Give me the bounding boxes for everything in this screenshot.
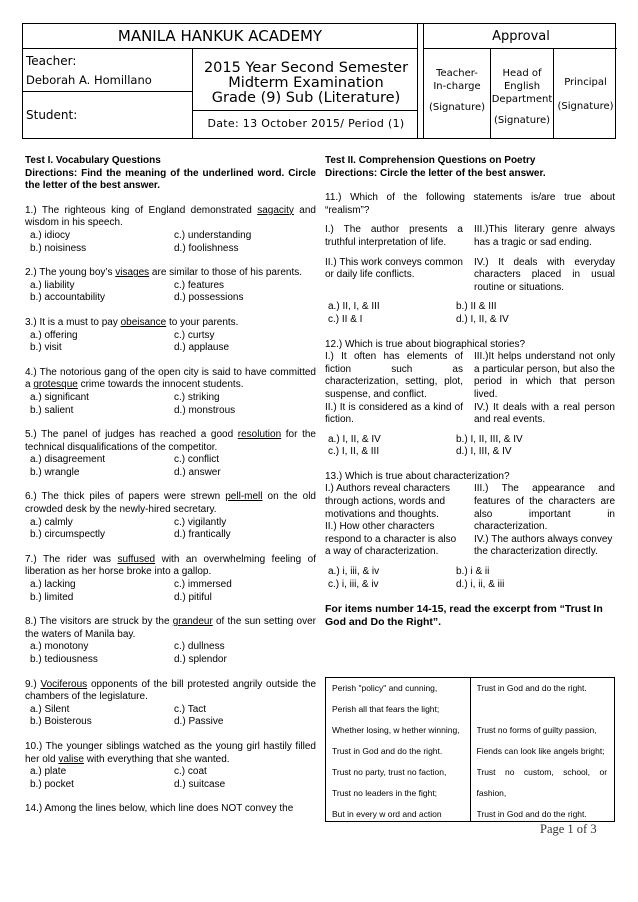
question-stem: 5.) The panel of judges has reached a good resolution for the technical disqualifications of the competitor. [25, 429, 316, 453]
answer-option[interactable]: b.) pocket [30, 778, 74, 790]
poem-line: Fiends can look like angels bright; [476, 746, 605, 756]
answer-choices[interactable] [25, 641, 316, 654]
vocab-question [25, 491, 316, 553]
answer-choices[interactable] [25, 342, 316, 355]
answer-choices[interactable] [25, 280, 316, 293]
statement: IV.) It deals with a real person and real events. [474, 401, 615, 426]
answer-option[interactable]: a.) liability [30, 279, 75, 291]
poem-column-right [470, 678, 615, 822]
statement: II.) It is considered as a kind of fiction. [325, 401, 463, 426]
approver-principal: Principal (Signature) [554, 76, 617, 113]
answer-option[interactable]: b.) noisiness [30, 242, 87, 254]
answer-choices[interactable] [25, 704, 316, 717]
answer-option[interactable]: b.) wrangle [30, 466, 80, 478]
underlined-word: pell-mell [225, 491, 263, 503]
question-14-stem: 14.) Among the lines below, which line does NOT convey the [25, 803, 294, 815]
answer-option[interactable]: a.) idiocy [30, 229, 71, 241]
header-divider [192, 110, 417, 111]
approver-head: Head of English Department (Signature) [491, 68, 553, 126]
statement: I.) Authors reveal characters through actions, words and motivations and thoughts. [325, 483, 451, 520]
answer-choices[interactable]: c.) i, iii, & iv d.) i, ii, & iii [328, 578, 505, 590]
poem-excerpt [325, 677, 615, 822]
answer-option[interactable]: d.) Passive [174, 716, 224, 728]
answer-option[interactable]: b.) Boisterous [30, 716, 92, 728]
answer-choices[interactable] [25, 467, 316, 480]
answer-option[interactable]: a.) monotony [30, 641, 89, 653]
poem-line: Trust no custom, school, or [476, 767, 608, 777]
answer-option[interactable]: d.) suitcase [174, 778, 226, 790]
answer-choices[interactable] [25, 579, 316, 592]
poem-line: Trust in God and do the right. [476, 683, 587, 693]
question-stem: 3.) It is a must to pay obeisance to your parents. [25, 316, 239, 328]
answer-option[interactable]: c.) understanding [174, 229, 252, 241]
question-stem: 1.) The righteous king of England demonstrated sagacity and wisdom in his speech. [25, 204, 316, 229]
vocab-question [25, 367, 316, 429]
answer-option[interactable]: c.) conflict [174, 454, 220, 466]
page-number: Page 1 of 3 [540, 822, 597, 836]
poem-column-left [326, 678, 471, 822]
answer-option[interactable]: c.) Tact [174, 703, 207, 715]
test-1-title: Test I. Vocabulary Questions [25, 155, 161, 166]
vocab-question [25, 554, 316, 616]
underlined-word: sagacity [257, 204, 294, 216]
answer-option[interactable]: c.) immersed [174, 579, 232, 591]
answer-option[interactable]: d.) pitiful [174, 591, 212, 603]
signature-field: (Signature) [557, 101, 614, 112]
underlined-word: grandeur [172, 616, 213, 628]
answer-option[interactable]: c.) dullness [174, 641, 225, 653]
answer-option[interactable]: d.) applause [174, 342, 230, 354]
answer-option[interactable]: a.) disagreement [30, 454, 106, 466]
answer-choices[interactable] [25, 243, 316, 256]
answer-choices[interactable] [25, 405, 316, 418]
answer-option[interactable]: a.) lacking [30, 579, 76, 591]
underlined-word: visages [115, 267, 150, 279]
answer-choices[interactable] [25, 766, 316, 779]
question-stem: 9.) Vociferous opponents of the bill protested angrily outside the chambers of the legislature. [25, 678, 316, 703]
statement: II.) This work conveys common or daily life conflicts. [325, 256, 463, 281]
statement: IV.) The authors always convey the characterization directly. [474, 533, 613, 558]
answer-option[interactable]: c.) features [174, 279, 225, 291]
answer-choices[interactable]: c.) II & I d.) I, II, & IV [328, 313, 509, 325]
answer-option[interactable]: b.) circumspectly [30, 529, 106, 541]
poem-line: Trust in God and do the right. [332, 746, 443, 756]
header-divider [23, 91, 192, 92]
answer-option[interactable]: d.) splendor [174, 654, 227, 665]
question-stem: 7.) The rider was suffused with an overwhelming feeling of liberation as her horse broke into a gallop. [25, 553, 316, 578]
answer-option[interactable]: a.) calmly [30, 516, 73, 528]
statement: III.)This literary genre always has a tragic or sad ending. [474, 224, 615, 248]
approver-teacher: Teacher- In-charge (Signature) [424, 67, 490, 114]
vocab-question [25, 679, 316, 741]
answer-choices[interactable]: a.) i, iii, & iv b.) i & ii [328, 566, 490, 578]
vocab-question [25, 741, 316, 803]
answer-option[interactable]: a.) offering [30, 329, 78, 341]
answer-choices[interactable] [25, 779, 316, 792]
underlined-word: valise [58, 753, 84, 765]
answer-choices[interactable]: c.) I, II, & III d.) I, III, & IV [328, 446, 512, 458]
answer-choices[interactable]: a.) I, II, & IV b.) I, II, III, & IV [328, 433, 523, 445]
student-label: Student: [26, 108, 78, 122]
answer-choices[interactable]: a.) II, I, & III b.) II & III [328, 301, 497, 313]
excerpt-instructions: For items number 14-15, read the excerpt from “Trust In God and Do the Right”. [325, 603, 603, 629]
test-1-directions: Directions: Find the meaning of the underlined word. Circle the letter of the best answer. [25, 167, 316, 192]
answer-choices[interactable] [25, 454, 316, 467]
underlined-word: grotesque [33, 379, 78, 391]
answer-option[interactable]: c.) curtsy [174, 329, 215, 341]
answer-choices[interactable] [25, 592, 316, 605]
answer-choices[interactable] [25, 392, 316, 405]
answer-option[interactable]: d.) monstrous [174, 404, 236, 416]
answer-option[interactable]: b.) limited [30, 591, 74, 603]
header-divider [423, 48, 617, 49]
answer-option[interactable]: a.) Silent [30, 703, 70, 715]
question-stem: 2.) The young boy’s visages are similar to those of his parents. [25, 267, 303, 279]
exam-date: Date: 13 October 2015/ Period (1) [207, 117, 405, 130]
answer-option[interactable]: a.) significant [30, 391, 89, 403]
answer-option[interactable]: b.) visit [30, 342, 62, 354]
statement: III.) The appearance and features of the characters are also important in characterization. [474, 483, 615, 533]
answer-choices[interactable] [25, 529, 316, 542]
test-2-directions: Directions: Circle the letter of the best answer. [325, 167, 546, 179]
underlined-word: obeisance [120, 316, 167, 328]
answer-choices[interactable] [25, 517, 316, 530]
exam-header [22, 23, 616, 139]
semester-title: 2015 Year Second Semester [203, 60, 409, 76]
answer-choices[interactable] [25, 654, 316, 667]
answer-choices[interactable] [25, 330, 316, 343]
answer-option[interactable]: a.) plate [30, 766, 67, 778]
vocab-question [25, 429, 316, 491]
approval-heading: Approval [492, 29, 550, 44]
poem-line: But in every w ord and action [332, 809, 442, 819]
answer-option[interactable]: c.) striking [174, 391, 220, 403]
question-stem: 6.) The thick piles of papers were strewn pell-mell on the old crowded desk by the newly-hired secretary. [25, 491, 316, 516]
school-name: MANILA HANKUK ACADEMY [117, 27, 323, 45]
poem-line: Trust no forms of guilty passion, [476, 725, 597, 735]
signature-field: (Signature) [428, 102, 486, 113]
question-stem: 4.) The notorious gang of the open city is said to have committed a grotesque crime towards the innocent students. [25, 366, 316, 391]
answer-option[interactable]: c.) coat [174, 766, 207, 778]
answer-option[interactable]: c.) vigilantly [174, 516, 227, 528]
header-divider [192, 48, 193, 138]
underlined-word: suffused [117, 553, 156, 565]
header-divider [23, 48, 417, 49]
test-1-section [25, 155, 316, 816]
poem-line [477, 704, 611, 725]
poem-line: fashion, [476, 788, 507, 798]
question-stem: 10.) The younger siblings watched as the young girl hastily filled her old valise with everything that she wanted. [25, 740, 316, 765]
question-stem: 8.) The visitors are struck by the grandeur of the sun setting over the waters of Manila bay. [25, 616, 317, 640]
answer-option[interactable]: d.) frantically [174, 529, 231, 541]
answer-option[interactable]: b.) tediousness [30, 654, 98, 665]
vocab-question [25, 267, 316, 317]
poem-line: Perish "policy" and cunning, [332, 683, 438, 693]
vocab-question [25, 317, 316, 367]
poem-line: Whether losing, w hether winning, [332, 725, 460, 735]
answer-option[interactable]: b.) accountability [30, 292, 106, 304]
vocab-question [25, 205, 316, 267]
underlined-word: resolution [237, 429, 282, 441]
question-13: 13.) Which is true about characterization? I.) Authors reveal characters through actions, words and motivations and thoughts. II.) How other characters respond to a character is also a way of characterization. III.) The appearance and features of the characters are also important in characterization. IV.) The authors always convey the characterization directly. a.) i, iii, & iv b.) i & ii c.) i, iii, & iv d.) i, ii, & iii [325, 470, 615, 590]
exam-title: Midterm Examination [228, 75, 384, 91]
statement: III.)It helps understand not only a particular person, but also the period in which that person lived. [474, 351, 615, 400]
vocab-question [25, 616, 316, 678]
answer-option[interactable]: d.) foolishness [174, 242, 239, 254]
answer-choices[interactable] [25, 230, 316, 243]
statement: I.) The author presents a truthful interpretation of life. [325, 224, 463, 248]
statement: I.) It often has elements of fiction such as characterization, setting, plot, suspense, and conflict. [325, 351, 463, 400]
poem-line: Trust no leaders in the fight; [332, 788, 438, 798]
answer-option[interactable]: d.) answer [174, 466, 221, 478]
test-2-title: Test II. Comprehension Questions on Poetry [325, 155, 536, 166]
poem-line: Trust no party, trust no faction, [332, 767, 447, 777]
teacher-label: Teacher: [26, 54, 77, 68]
grade-subject: Grade (9) Sub (Literature) [211, 90, 401, 106]
question-11: 11.) Which of the following statements is/are true about “realism”? I.) The author presents a truthful interpretation of life. III.)This literary genre always has a tragic or sad ending. II.) This work conveys common or daily life conflicts. IV.) It deals with everyday characters placed in usual routine or situations. a.) II, I, & III b.) II & III c.) II & I d.) I, II, & IV [325, 192, 615, 325]
teacher-name: Deborah A. Homillano [26, 73, 152, 87]
answer-option[interactable]: d.) possessions [174, 292, 244, 304]
header-divider [417, 24, 418, 138]
question-12: 12.) Which is true about biographical stories? I.) It often has elements of fiction such as characterization, setting, plot, suspense, and conflict. II.) It is considered as a kind of fiction. III.)It helps understand not only a particular person, but also the period in which that person lived. IV.) It deals with a real person and real events. a.) I, II, & IV b.) I, II, III, & IV c.) I, II, & III d.) I, III, & IV [325, 338, 615, 458]
poem-line: Trust in God and do the right. [476, 809, 587, 819]
signature-field: (Signature) [493, 115, 551, 126]
statement: II.) How other characters respond to a character is also a way of characterization. [325, 521, 457, 558]
answer-choices[interactable] [25, 292, 316, 305]
answer-choices[interactable] [25, 716, 316, 729]
test-2-section [325, 155, 615, 629]
answer-option[interactable]: b.) salient [30, 404, 74, 416]
poem-line: Perish all that fears the light; [332, 704, 440, 714]
underlined-word: Vociferous [40, 678, 88, 690]
statement: IV.) It deals with everyday characters placed in usual routine or situations. [474, 256, 615, 293]
